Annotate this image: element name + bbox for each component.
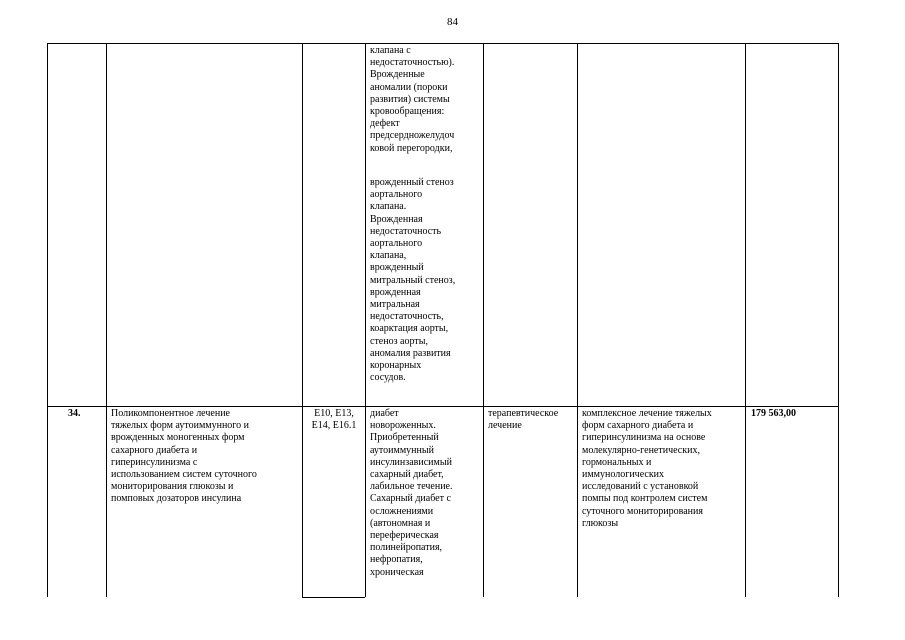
col-border <box>365 43 366 597</box>
table-top-border <box>47 43 839 44</box>
cost-value: 179 563,00 <box>751 408 796 419</box>
page-number: 84 <box>447 16 458 28</box>
icd-codes: E10, E13, E14, E16.1 <box>311 408 357 432</box>
col-border <box>838 43 839 597</box>
col-border <box>745 43 746 597</box>
treatment-name: Поликомпонентное лечение тяжелых форм аутоиммунного и врожденных моногенных форм сахарного диабета и гиперинсулинизма с использованием систем суточного мониторирования глюкозы и помповых дозаторов инсулина <box>111 408 257 505</box>
row-separator <box>47 406 839 407</box>
col-border <box>302 43 303 597</box>
col-border <box>577 43 578 597</box>
diagnosis-text: диабет новороженных. Приобретенный аутоиммунный инсулинзависимый сахарный диабет, лабильное течение. Сахарный диабет с осложнениями (автономная и переферическая полинейропатия, нефропатия, хроническая <box>370 408 453 578</box>
codes-cell-bottom <box>302 597 365 598</box>
treatment-method: комплексное лечение тяжелых форм сахарного диабета и гиперинсулинизма на основе молекулярно-генетических, гормональных и иммунологических исследований с установкой помпы под контролем систем суточного мониторирования глюкозы <box>582 408 712 529</box>
prev-diagnosis-text-2: врожденный стеноз аортального клапана. Врожденная недостаточность аортального клапана, врожденный митральный стеноз, врожденная митральная недостаточность, коарктация аорты, стеноз аорты, аномалия развития коронарных сосудов. <box>370 177 456 384</box>
prev-diagnosis-text-1: клапана с недостаточностью). Врожденные аномалии (пороки развития) системы кровообращения: дефект предсердножелудоч ковой перегородки, <box>370 45 455 154</box>
treatment-type: терапевтическое лечение <box>488 408 559 432</box>
col-border <box>483 43 484 597</box>
col-border <box>106 43 107 597</box>
row-number: 34. <box>68 408 81 419</box>
col-border <box>47 43 48 597</box>
